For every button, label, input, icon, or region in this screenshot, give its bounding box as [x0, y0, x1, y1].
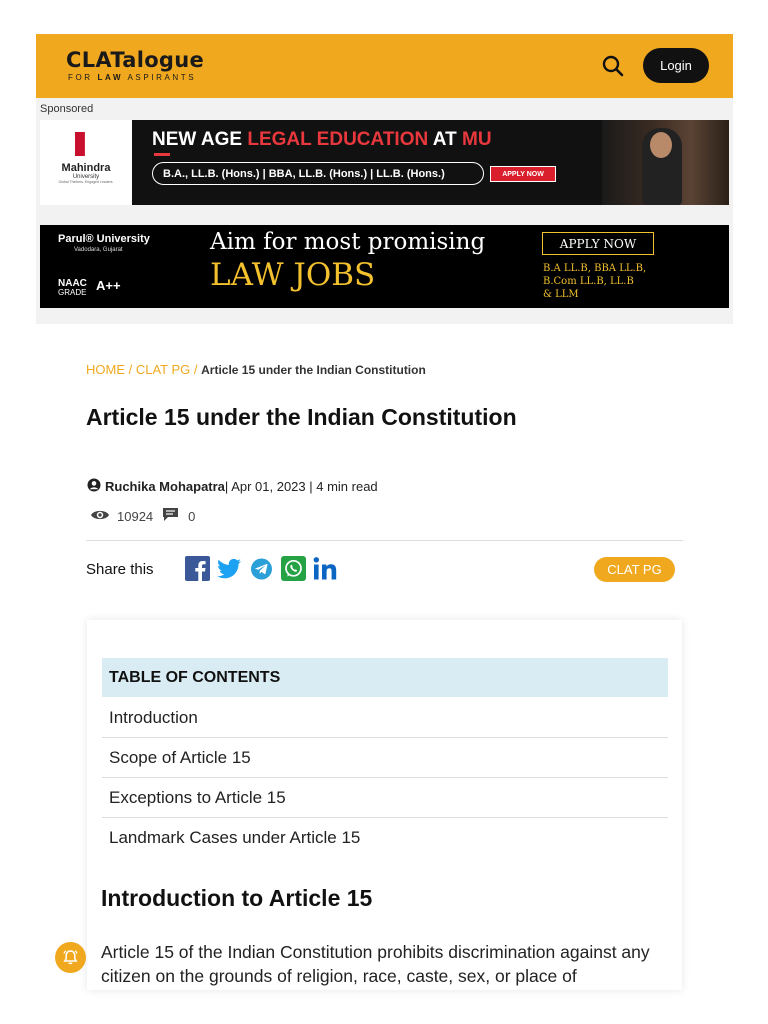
- section-heading: Introduction to Article 15: [101, 885, 373, 911]
- toc-item-scope[interactable]: Scope of Article 15: [102, 738, 668, 778]
- mahindra-tagline: Global Thinkers. Engaged Leaders.: [58, 180, 114, 184]
- share-icons: [185, 556, 338, 581]
- mahindra-name: Mahindra: [61, 162, 111, 174]
- headline-part: LEGAL EDUCATION: [247, 129, 429, 150]
- headline-part: MU: [462, 129, 492, 150]
- mahindra-programs: B.A., LL.B. (Hons.) | BBA, LL.B. (Hons.) | LL.B. (Hons.): [152, 162, 484, 185]
- article-content-card: [87, 620, 682, 990]
- page-title: Article 15 under the Indian Constitution: [86, 404, 517, 430]
- twitter-icon[interactable]: [217, 556, 242, 581]
- ad-banner-parul[interactable]: [40, 225, 729, 308]
- whatsapp-icon[interactable]: [281, 556, 306, 581]
- share-label: Share this: [86, 561, 154, 578]
- view-count: 10924: [117, 508, 154, 524]
- article-meta: [87, 478, 378, 495]
- comment-icon[interactable]: [161, 506, 180, 526]
- mahindra-apply-button[interactable]: APPLY NOW: [490, 166, 556, 182]
- toc-item-introduction[interactable]: Introduction: [102, 698, 668, 738]
- toc-item-landmark-cases[interactable]: Landmark Cases under Article 15: [109, 828, 361, 847]
- mahindra-headline: [152, 129, 492, 151]
- headline-part: AT: [428, 129, 462, 150]
- author-name[interactable]: Ruchika Mohapatra: [105, 479, 225, 494]
- parul-location: Vadodara, Gujarat: [74, 247, 123, 253]
- course-line: B.A LL.B, BBA LL.B,: [543, 263, 647, 274]
- parul-courses: [543, 262, 683, 301]
- mahindra-sub: University: [72, 174, 100, 180]
- breadcrumb-category[interactable]: CLAT PG: [135, 362, 191, 377]
- headline-part: NEW AGE: [152, 129, 248, 150]
- breadcrumb-sep: /: [125, 362, 136, 377]
- grade-label: GRADE: [58, 288, 87, 297]
- comment-count: 0: [188, 508, 196, 524]
- course-line: & LLM: [543, 289, 579, 300]
- article-paragraph: Article 15 of the Indian Constitution prohibits discrimination against any citizen on the grounds of religion, race, caste, sex, or place of: [101, 942, 650, 986]
- toc-heading: TABLE OF CONTENTS: [102, 658, 668, 697]
- mahindra-emblem: [75, 132, 97, 156]
- mahindra-logo: [40, 120, 132, 205]
- linkedin-icon[interactable]: [313, 556, 338, 581]
- ad-photo: [602, 120, 729, 205]
- naac-grade: A++: [96, 278, 121, 293]
- parul-brand: Parul® University: [58, 233, 150, 245]
- naac-text: NAAC: [58, 278, 87, 289]
- logo-tagline-bold: LAW: [97, 73, 124, 82]
- course-line: B.Com LL.B, LL.B: [543, 276, 634, 287]
- breadcrumb: [86, 362, 426, 377]
- breadcrumb-current: Article 15 under the Indian Constitution: [201, 363, 426, 377]
- site-header: [36, 34, 733, 98]
- facebook-icon[interactable]: [185, 556, 210, 581]
- logo-wordmark: CLATalogue: [66, 48, 205, 72]
- ad-banner-mahindra[interactable]: [40, 120, 729, 205]
- logo-tagline: [66, 73, 204, 82]
- site-logo[interactable]: [66, 48, 204, 82]
- logo-tagline-pre: FOR: [68, 73, 98, 82]
- breadcrumb-home[interactable]: HOME: [86, 362, 125, 377]
- person-face: [650, 132, 672, 158]
- notification-bell-icon[interactable]: [55, 942, 86, 973]
- search-icon[interactable]: [600, 53, 626, 79]
- telegram-icon[interactable]: [249, 556, 274, 581]
- headline-accent: [154, 153, 170, 156]
- article-stats: [90, 506, 195, 526]
- naac-label: [58, 279, 87, 297]
- login-button[interactable]: Login: [643, 48, 709, 83]
- category-tag[interactable]: CLAT PG: [594, 557, 675, 582]
- toc-item-exceptions[interactable]: Exceptions to Article 15: [102, 778, 668, 818]
- parul-line2: LAW JOBS: [210, 257, 376, 293]
- user-icon: [87, 478, 101, 495]
- eye-icon: [90, 508, 110, 525]
- breadcrumb-sep: /: [190, 362, 202, 377]
- sponsored-label: Sponsored: [40, 103, 94, 115]
- logo-tagline-post: ASPIRANTS: [123, 73, 197, 82]
- article-date-readtime: | Apr 01, 2023 | 4 min read: [224, 479, 378, 494]
- parul-line1: Aim for most promising: [210, 229, 486, 255]
- parul-apply-button[interactable]: APPLY NOW: [542, 232, 654, 255]
- divider: [86, 540, 683, 541]
